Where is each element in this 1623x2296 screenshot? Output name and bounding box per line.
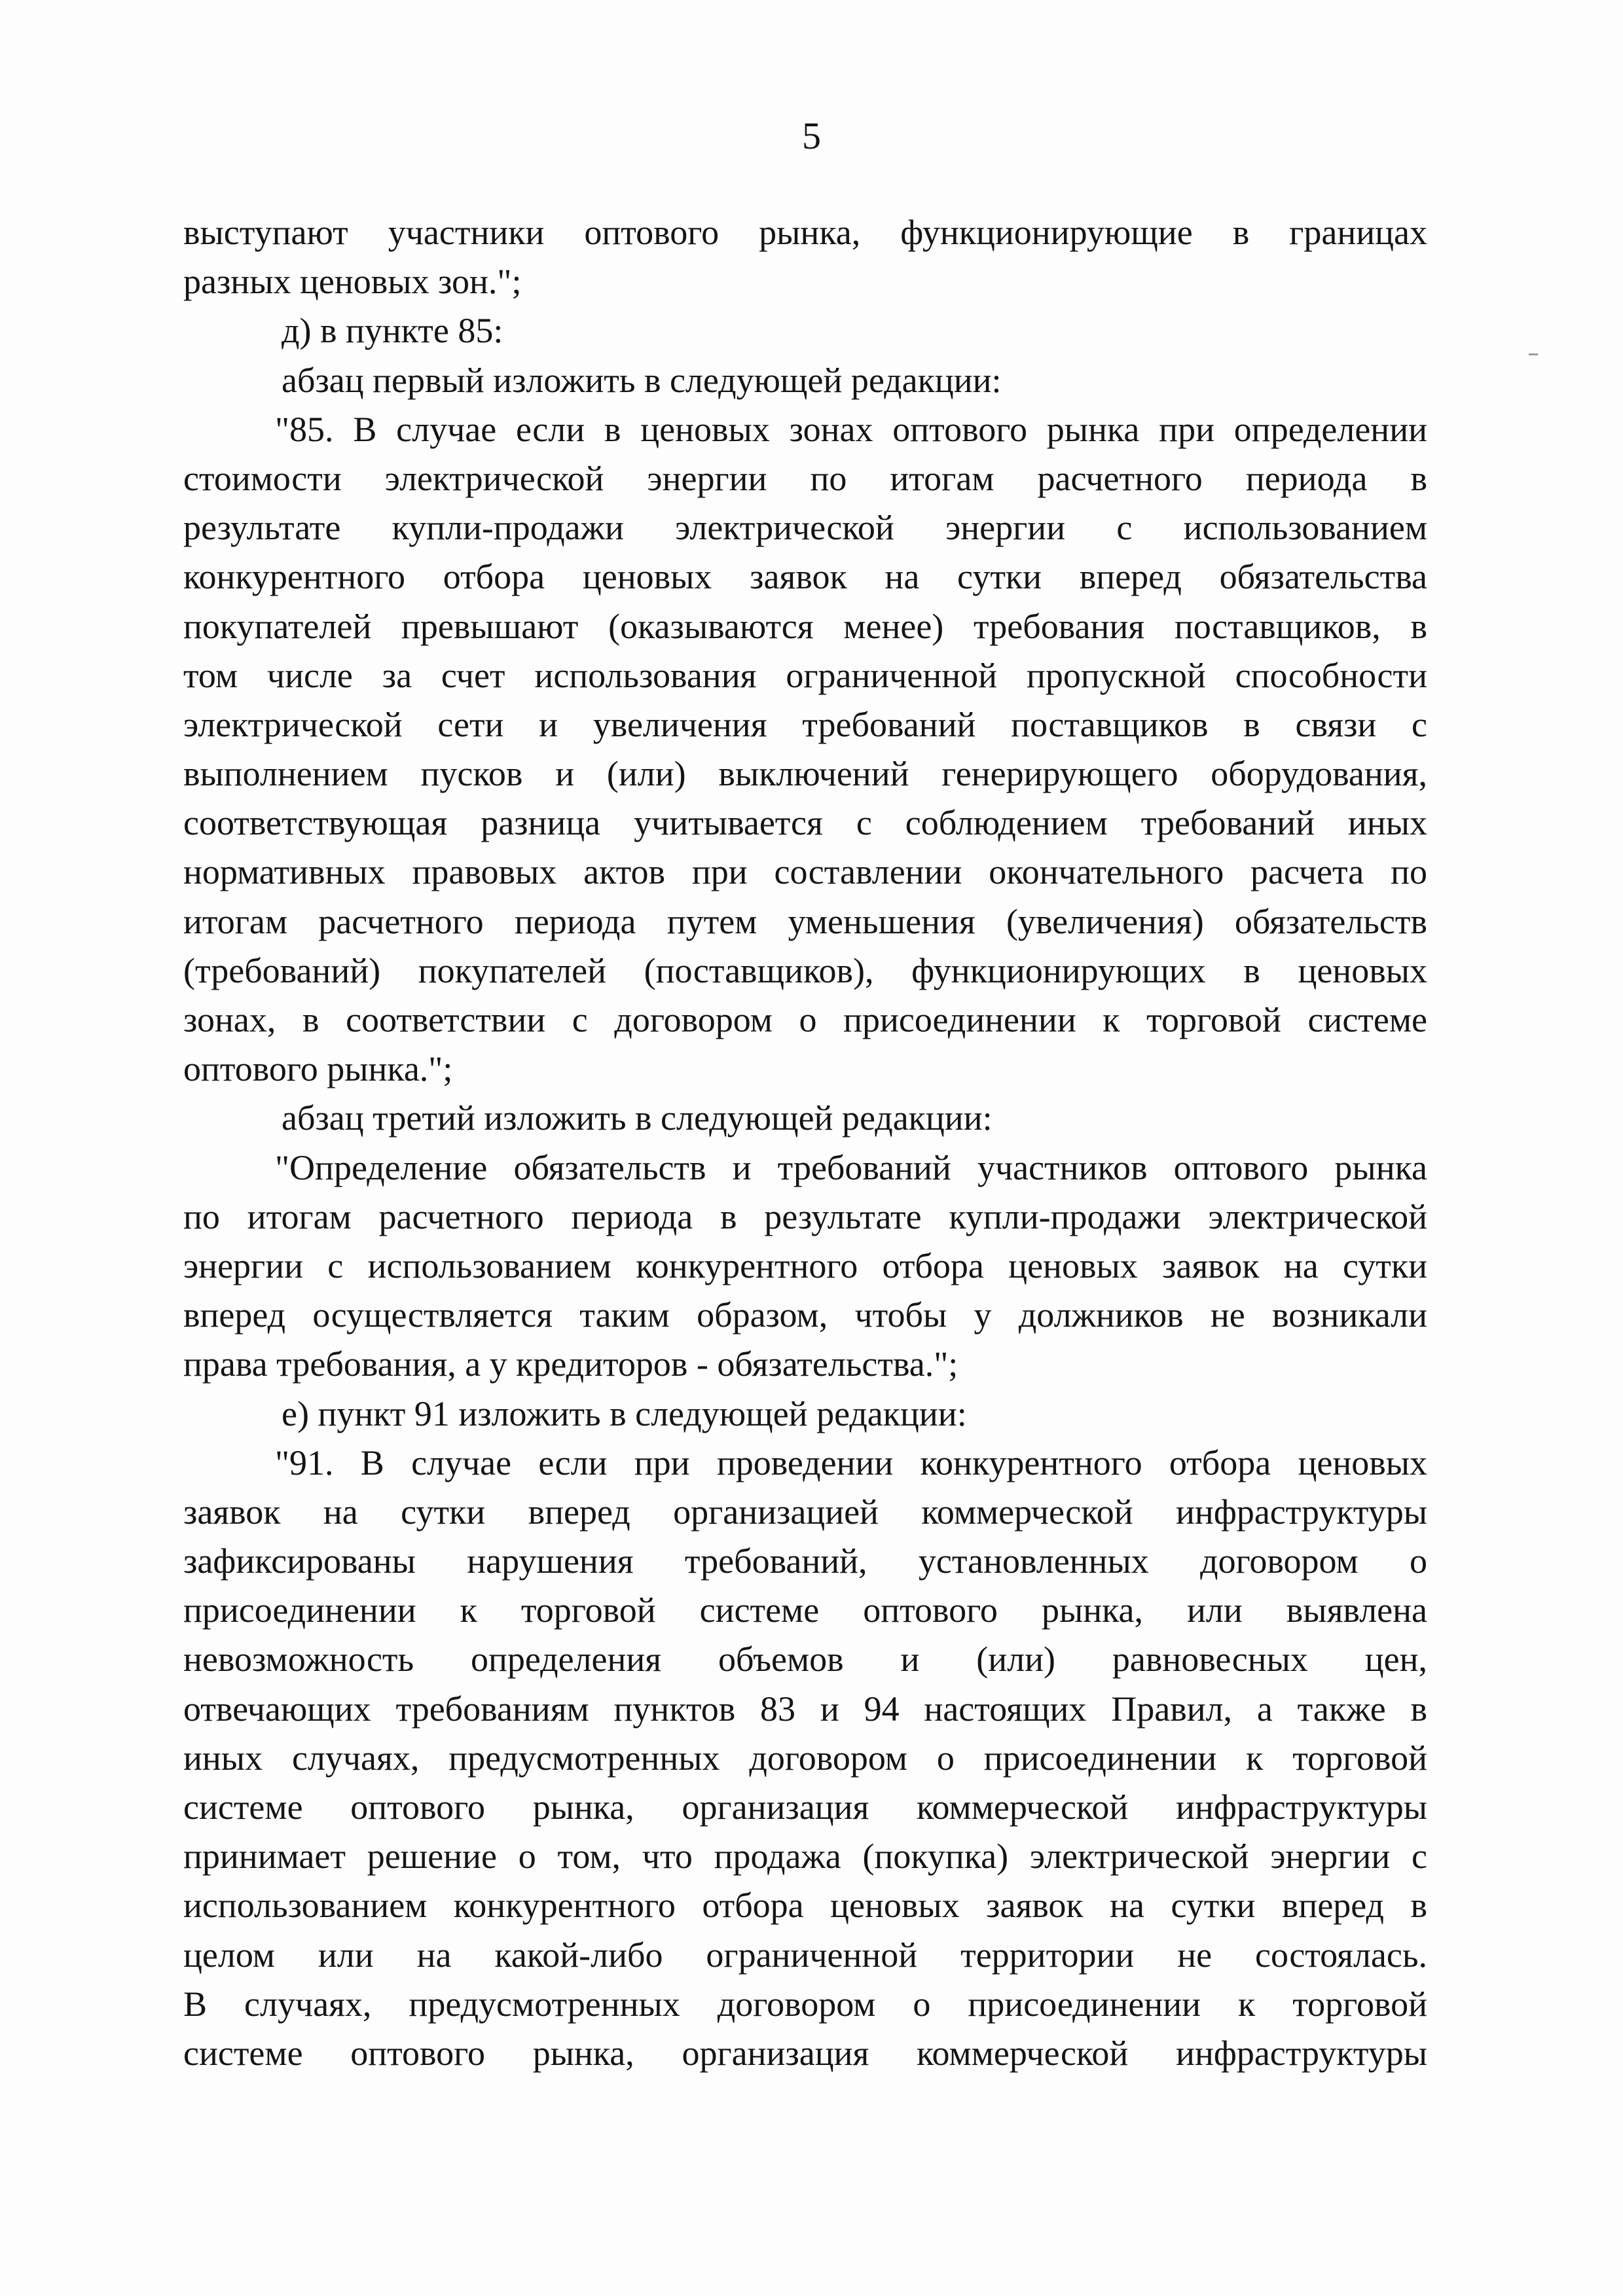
text-line: принимает решение о том, что продажа (покупка) электрической энергии с [183,1837,1427,1876]
text-line: нормативных правовых актов при составлении окончательного расчета по [183,852,1427,892]
text-line: использованием конкурентного отбора ценовых заявок на сутки вперед в [183,1886,1427,1926]
text-line: зонах, в соответствии с договором о присоединении к торговой системе [183,1000,1427,1039]
text-line: иных случаях, предусмотренных договором о присоединении к торговой [183,1738,1427,1778]
text-line: выполнением пусков и (или) выключений генерирующего оборудования, [183,754,1427,794]
text-line: целом или на какой-либо ограниченной территории не состоялась. [183,1935,1427,1975]
text-line: покупателей превышают (оказываются менее) требования поставщиков, в [183,606,1427,646]
page-number: 5 [802,115,821,157]
text-line: "Определение обязательств и требований участников оптового рынка [275,1147,1427,1187]
text-line: абзац первый изложить в следующей редакции: [282,360,1002,400]
text-line: невозможность определения объемов и (или) равновесных цен, [183,1640,1427,1679]
text-line: права требования, а у кредиторов - обязательства."; [183,1344,958,1384]
text-line: заявок на сутки вперед организацией коммерческой инфраструктуры [183,1492,1427,1532]
text-line: оптового рынка."; [183,1049,453,1089]
text-line: вперед осуществляется таким образом, чтобы у должников не возникали [183,1295,1427,1335]
text-line: конкурентного отбора ценовых заявок на сутки вперед обязательства [183,557,1427,597]
text-line: системе оптового рынка, организация коммерческой инфраструктуры [183,1787,1427,1827]
text-line: (требований) покупателей (поставщиков), функционирующих в ценовых [183,950,1427,990]
text-line: "91. В случае если при проведении конкурентного отбора ценовых [275,1443,1427,1482]
text-line: отвечающих требованиям пунктов 83 и 94 настоящих Правил, а также в [183,1689,1427,1729]
text-line: стоимости электрической энергии по итогам расчетного периода в [183,458,1427,498]
text-line: абзац третий изложить в следующей редакции: [282,1098,993,1138]
text-line: системе оптового рынка, организация коммерческой инфраструктуры [183,2033,1427,2073]
text-line: разных ценовых зон."; [183,262,522,302]
text-line: электрической сети и увеличения требований поставщиков в связи с [183,704,1427,744]
text-line: энергии с использованием конкурентного отбора ценовых заявок на сутки [183,1246,1427,1285]
text-line: выступают участники оптового рынка, функционирующие в границах [183,213,1427,252]
text-line: итогам расчетного периода путем уменьшения (увеличения) обязательств [183,901,1427,941]
text-line: д) в пункте 85: [282,311,503,351]
text-line: результате купли-продажи электрической энергии с использованием [183,508,1427,548]
text-line: присоединении к торговой системе оптового рынка, или выявлена [183,1590,1427,1630]
scan-artifact-mark [1529,353,1538,355]
text-line: том числе за счет использования ограниченной пропускной способности [183,655,1427,695]
text-line: соответствующая разница учитывается с соблюдением требований иных [183,803,1427,843]
text-line: "85. В случае если в ценовых зонах оптового рынка при определении [275,409,1427,449]
document-body [183,208,1427,2078]
text-line: зафиксированы нарушения требований, установленных договором о [183,1541,1427,1581]
text-line: В случаях, предусмотренных договором о присоединении к торговой [183,1984,1427,2024]
text-line: е) пункт 91 изложить в следующей редакции: [282,1393,967,1433]
text-line: по итогам расчетного периода в результате купли-продажи электрической [183,1196,1427,1236]
